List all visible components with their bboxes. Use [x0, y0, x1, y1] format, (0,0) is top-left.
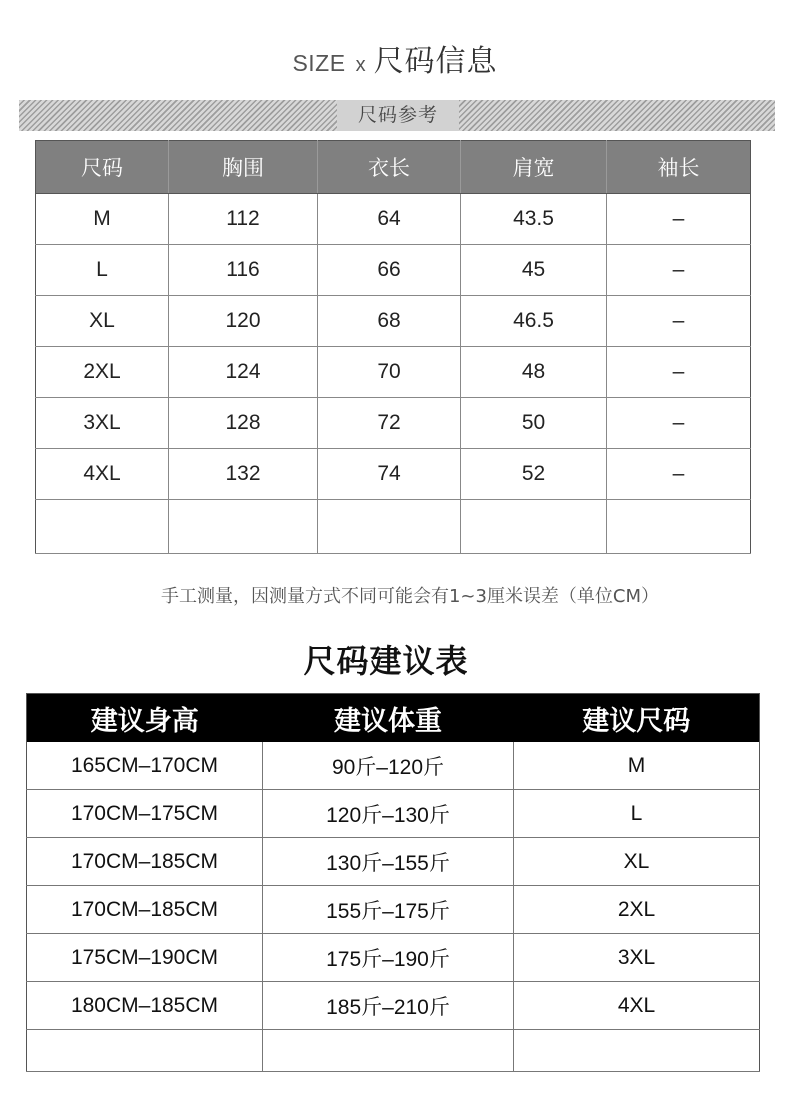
table-cell: [169, 500, 318, 554]
table-cell: [36, 500, 169, 554]
title-chinese: 尺码信息: [373, 44, 498, 79]
size-recommendation-table: [26, 693, 760, 1072]
table-cell: 70: [318, 347, 461, 398]
table-row: [36, 449, 751, 500]
table-row: [27, 838, 760, 886]
column-header: 肩宽: [461, 141, 607, 194]
page-title: [0, 36, 790, 80]
table-cell: L: [514, 790, 760, 838]
table-header-row: [27, 694, 760, 743]
column-header: 建议身高: [27, 694, 263, 743]
table-row: [36, 194, 751, 245]
column-header: 尺码: [36, 141, 169, 194]
table-row: [27, 1030, 760, 1072]
table-cell: 4XL: [36, 449, 169, 500]
table-cell: 90斤–120斤: [263, 742, 514, 790]
column-header: 胸围: [169, 141, 318, 194]
table-cell: [607, 500, 751, 554]
table-cell: M: [514, 742, 760, 790]
table-row: [36, 245, 751, 296]
table-cell: 2XL: [36, 347, 169, 398]
title-english: SIZE: [292, 50, 346, 76]
table-cell: 170CM–185CM: [27, 886, 263, 934]
column-header: 袖长: [607, 141, 751, 194]
title-separator: x: [355, 54, 366, 76]
table-row: [27, 886, 760, 934]
table-cell: [514, 1030, 760, 1072]
table-cell: –: [607, 347, 751, 398]
column-header: 建议尺码: [514, 694, 760, 743]
table-cell: L: [36, 245, 169, 296]
table-cell: [318, 500, 461, 554]
table-cell: –: [607, 398, 751, 449]
table-cell: 120斤–130斤: [263, 790, 514, 838]
table-row: [27, 934, 760, 982]
table-row: [27, 982, 760, 1030]
table-cell: 132: [169, 449, 318, 500]
table-cell: 66: [318, 245, 461, 296]
table-cell: 72: [318, 398, 461, 449]
table-cell: 48: [461, 347, 607, 398]
column-header: 建议体重: [263, 694, 514, 743]
table-cell: 165CM–170CM: [27, 742, 263, 790]
table-cell: 170CM–175CM: [27, 790, 263, 838]
table-cell: 124: [169, 347, 318, 398]
table-row: [27, 790, 760, 838]
table-cell: 43.5: [461, 194, 607, 245]
section-band: [19, 100, 775, 131]
recommendation-title: 尺码建议表: [303, 642, 469, 680]
table-cell: [461, 500, 607, 554]
table-cell: –: [607, 194, 751, 245]
table-cell: –: [607, 449, 751, 500]
table-cell: 175斤–190斤: [263, 934, 514, 982]
size-reference-table: [35, 140, 751, 554]
table-cell: 68: [318, 296, 461, 347]
table-cell: 46.5: [461, 296, 607, 347]
table-cell: 155斤–175斤: [263, 886, 514, 934]
column-header: 衣长: [318, 141, 461, 194]
table-header-row: [36, 141, 751, 194]
table-cell: 120: [169, 296, 318, 347]
table-cell: 128: [169, 398, 318, 449]
table-cell: [27, 1030, 263, 1072]
table-row: [36, 398, 751, 449]
table-cell: 170CM–185CM: [27, 838, 263, 886]
table-cell: XL: [514, 838, 760, 886]
table-row: [36, 500, 751, 554]
table-cell: 4XL: [514, 982, 760, 1030]
table-cell: –: [607, 245, 751, 296]
table-row: [36, 296, 751, 347]
table-cell: 45: [461, 245, 607, 296]
table-cell: [263, 1030, 514, 1072]
table-cell: 175CM–190CM: [27, 934, 263, 982]
table-cell: 2XL: [514, 886, 760, 934]
table-cell: 52: [461, 449, 607, 500]
table-cell: 3XL: [514, 934, 760, 982]
table-cell: 185斤–210斤: [263, 982, 514, 1030]
table-cell: 112: [169, 194, 318, 245]
table-cell: 3XL: [36, 398, 169, 449]
section-band-label: 尺码参考: [337, 100, 459, 131]
table-cell: XL: [36, 296, 169, 347]
table-cell: –: [607, 296, 751, 347]
table-cell: 74: [318, 449, 461, 500]
table-row: [27, 742, 760, 790]
table-cell: 64: [318, 194, 461, 245]
measurement-note: 手工测量，因测量方式不同可能会有1~3厘米误差（单位CM）: [160, 586, 660, 607]
table-cell: 116: [169, 245, 318, 296]
table-cell: 130斤–155斤: [263, 838, 514, 886]
table-row: [36, 347, 751, 398]
table-cell: 180CM–185CM: [27, 982, 263, 1030]
table-cell: M: [36, 194, 169, 245]
table-cell: 50: [461, 398, 607, 449]
